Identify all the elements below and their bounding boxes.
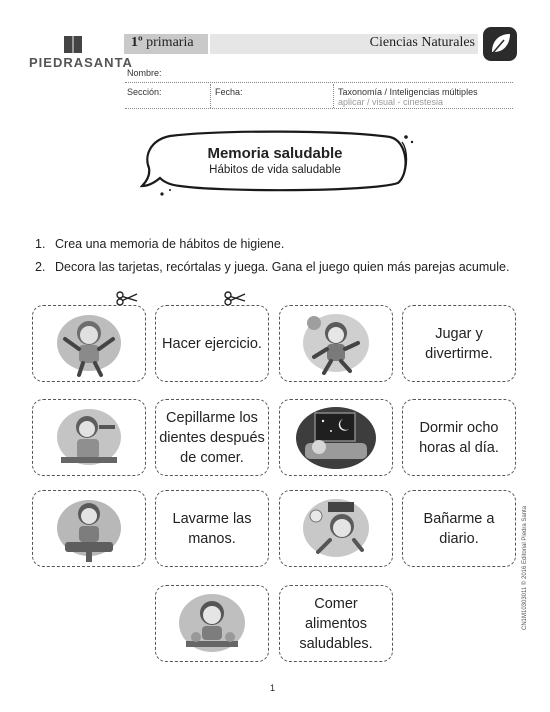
card-text-bath[interactable] bbox=[402, 490, 516, 567]
card-image-play[interactable] bbox=[279, 305, 393, 382]
card-label: horas al día. bbox=[419, 439, 499, 456]
child-eating-illustration bbox=[172, 589, 252, 659]
card-label: Comer bbox=[314, 595, 358, 612]
copyright-note: CN1M10303011 © 2016 Editorial Piedra Santa bbox=[522, 505, 528, 630]
worksheet-title: Memoria saludable bbox=[207, 145, 343, 162]
card-label: Dormir ocho bbox=[419, 419, 499, 436]
card-label: Hacer ejercicio. bbox=[162, 335, 262, 352]
card-text-teeth[interactable] bbox=[155, 399, 269, 476]
child-sleeping-illustration bbox=[291, 403, 381, 473]
page-number: 1 bbox=[270, 683, 276, 693]
scissors-icon bbox=[116, 291, 138, 305]
card-label: Cepillarme los bbox=[166, 409, 258, 426]
name-line bbox=[125, 82, 513, 83]
card-text-food[interactable] bbox=[279, 585, 393, 662]
publisher-logo-icon bbox=[62, 33, 84, 55]
child-bathing-illustration bbox=[296, 494, 376, 564]
card-label: divertirme. bbox=[425, 345, 493, 362]
card-image-bath[interactable] bbox=[279, 490, 393, 567]
grade-label: 1º primaria bbox=[131, 35, 194, 50]
worksheet-subtitle: Hábitos de vida saludable bbox=[209, 164, 341, 176]
card-label: manos. bbox=[188, 530, 236, 547]
taxonomy-value: aplicar / visual - cinestesia bbox=[338, 97, 444, 107]
card-text-play[interactable] bbox=[402, 305, 516, 382]
card-label: Jugar y bbox=[435, 325, 483, 342]
card-label: Lavarme las bbox=[172, 510, 252, 527]
card-text-hands[interactable] bbox=[155, 490, 269, 567]
card-image-sleep[interactable] bbox=[279, 399, 393, 476]
card-label: Bañarme a bbox=[423, 510, 495, 527]
child-brushing-teeth-illustration bbox=[49, 403, 129, 473]
publisher-name: PIEDRASANTA bbox=[29, 55, 133, 70]
section-label: Sección: bbox=[127, 87, 162, 97]
card-image-hands[interactable] bbox=[32, 490, 146, 567]
card-label: saludables. bbox=[299, 635, 373, 652]
card-label: dientes después bbox=[159, 429, 265, 446]
taxonomy-label: Taxonomía / Inteligencias múltiples bbox=[338, 87, 478, 97]
section-line bbox=[125, 108, 513, 109]
subject-title: Ciencias Naturales bbox=[369, 35, 475, 50]
child-playing-illustration bbox=[296, 309, 376, 379]
instruction-item: 1. Crea una memoria de hábitos de higiene. bbox=[35, 237, 285, 251]
leaf-icon bbox=[482, 26, 518, 62]
name-label: Nombre: bbox=[127, 68, 162, 78]
title-bubble bbox=[140, 128, 415, 198]
card-label: de comer. bbox=[180, 449, 244, 466]
scissors-icon bbox=[224, 291, 246, 305]
child-washing-hands-illustration bbox=[49, 494, 129, 564]
card-text-sleep[interactable] bbox=[402, 399, 516, 476]
card-image-food[interactable] bbox=[155, 585, 269, 662]
card-image-exercise[interactable] bbox=[32, 305, 146, 382]
card-text-exercise[interactable] bbox=[155, 305, 269, 382]
card-label: alimentos bbox=[304, 615, 368, 632]
instruction-item: 2. Decora las tarjetas, recórtalas y juega. Gana el juego quien más parejas acumule. bbox=[35, 260, 510, 274]
divider bbox=[210, 84, 211, 108]
card-label: diario. bbox=[439, 530, 479, 547]
date-label: Fecha: bbox=[215, 87, 243, 97]
divider bbox=[333, 84, 334, 108]
card-image-teeth[interactable] bbox=[32, 399, 146, 476]
child-exercising-illustration bbox=[49, 309, 129, 379]
